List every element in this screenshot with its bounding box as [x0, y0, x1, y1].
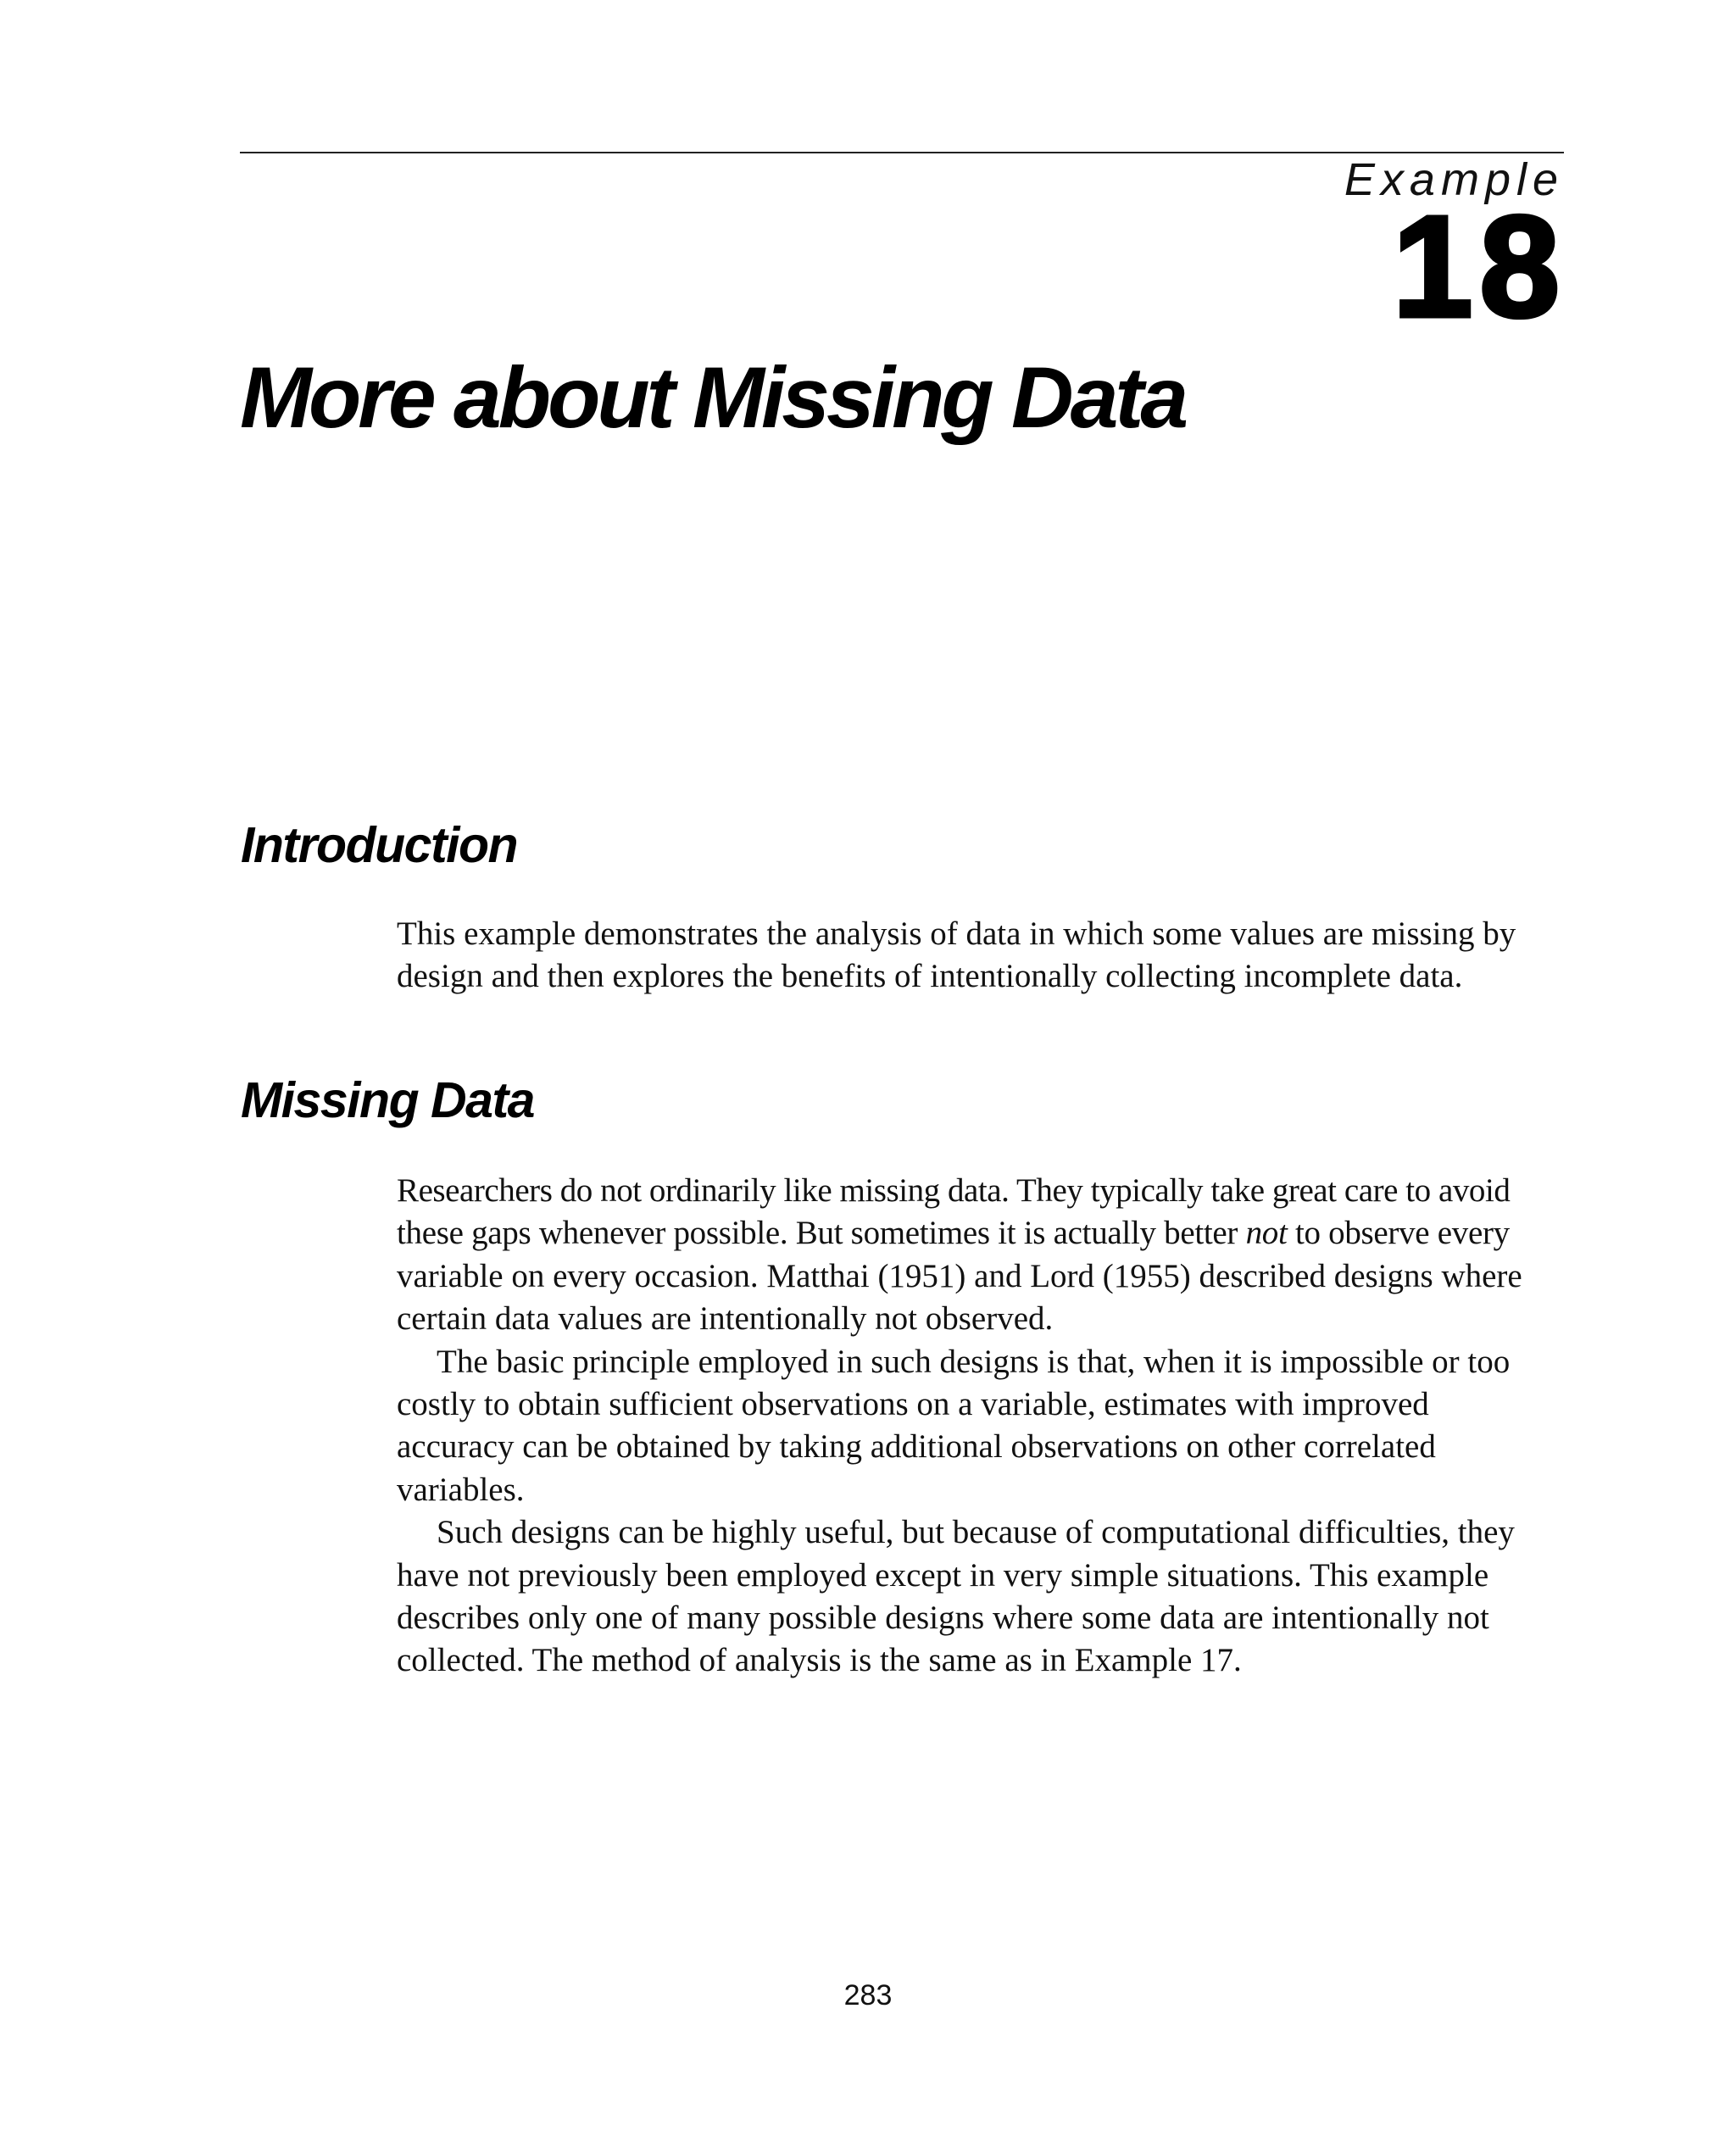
text-line: have not previously been employed except in very simple situations. This example [397, 1556, 1489, 1594]
text-line: collected. The method of analysis is the same as in Example 17. [397, 1642, 1242, 1679]
text-line: costly to obtain sufficient observations on a variable, estimates with improved [397, 1386, 1429, 1423]
text-line: accuracy can be obtained by taking additional observations on other correlated [397, 1428, 1436, 1466]
text-line-with-emphasis [397, 1212, 1566, 1255]
paragraph-first-line: The basic principle employed in such designs is that, when it is impossible or too [437, 1343, 1511, 1380]
page-number: 283 [843, 1979, 893, 2011]
text-line: design and then explores the benefits of intentionally collecting incomplete data. [397, 958, 1463, 995]
text-line: certain data values are intentionally not observed. [397, 1300, 1054, 1338]
text-line: describes only one of many possible designs where some data are intentionally not [397, 1600, 1489, 1637]
section-heading-missing-data: Missing Data [241, 1072, 534, 1128]
text-line: variables. [397, 1471, 525, 1508]
text-line: This example demonstrates the analysis of data in which some values are missing by [397, 915, 1516, 952]
introduction-paragraph [397, 913, 1566, 999]
missing-data-body [397, 1170, 1566, 1683]
example-label: Example [1344, 154, 1564, 205]
chapter-title: More about Missing Data [240, 349, 1186, 446]
example-number: 18 [1392, 186, 1566, 348]
paragraph-first-line: Such designs can be highly useful, but because of computational difficulties, they [437, 1514, 1515, 1551]
text-run: to observe every [1287, 1215, 1510, 1252]
header-rule [240, 152, 1564, 153]
text-run: these gaps whenever possible. But sometimes it is actually better [397, 1215, 1246, 1252]
emphasis-not: not [1245, 1215, 1288, 1252]
section-heading-introduction: Introduction [241, 817, 518, 873]
text-line: Researchers do not ordinarily like missing data. They typically take great care to avoid [397, 1172, 1511, 1209]
text-line: variable on every occasion. Matthai (1951) and Lord (1955) described designs where [397, 1257, 1522, 1294]
